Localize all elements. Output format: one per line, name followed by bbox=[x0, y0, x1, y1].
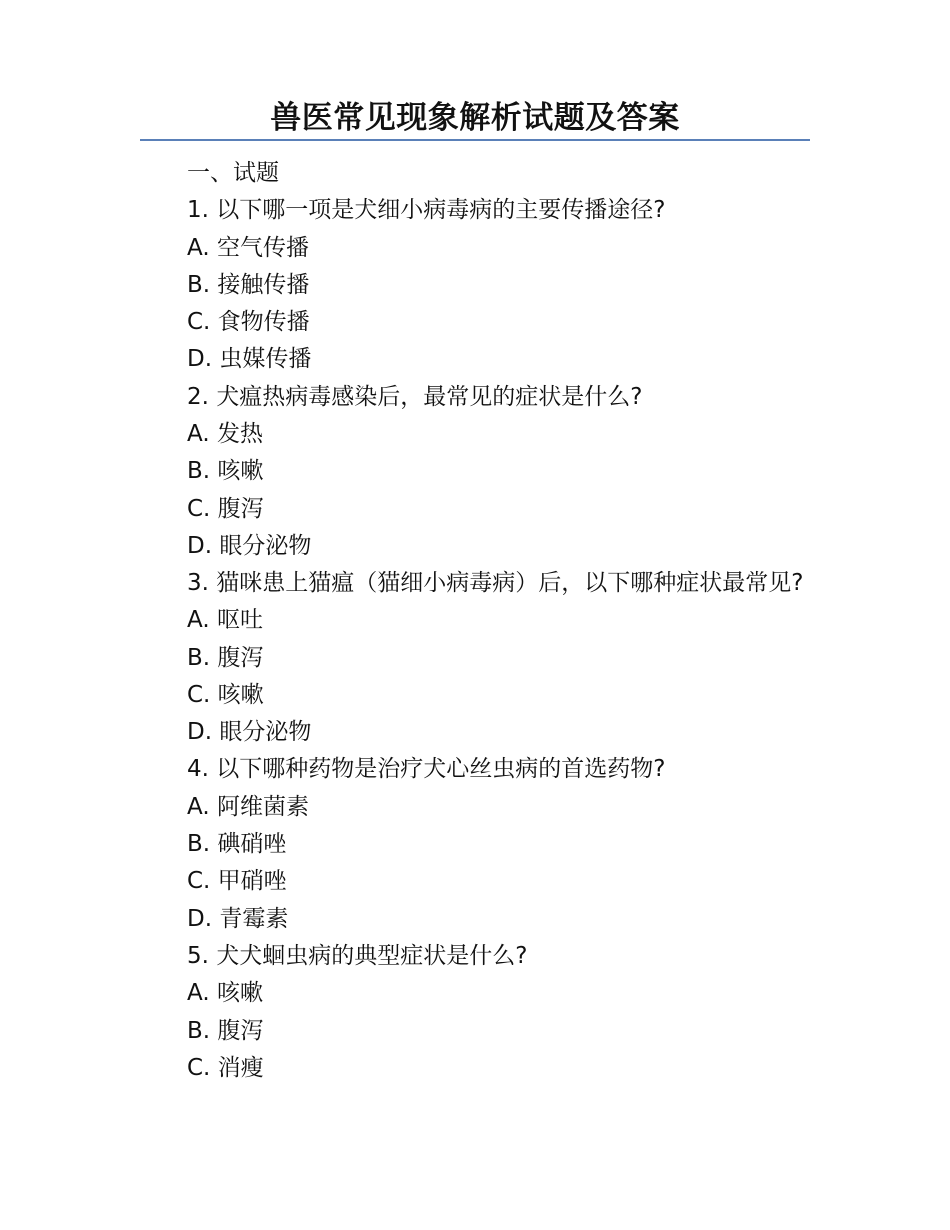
title-underline bbox=[140, 139, 810, 141]
document-body bbox=[140, 155, 812, 1087]
option-line: C. 消瘦 bbox=[187, 1054, 264, 1081]
option-line: D. 眼分泌物 bbox=[187, 532, 312, 559]
option-line: C. 甲硝唑 bbox=[187, 868, 287, 895]
option-line: B. 碘硝唑 bbox=[187, 831, 287, 858]
option-line: B. 咳嗽 bbox=[187, 458, 264, 485]
question-5: 5. 犬犬蛔虫病的典型症状是什么? bbox=[187, 942, 528, 969]
option-line: A. 呕吐 bbox=[187, 607, 263, 634]
question-3: 3. 猫咪患上猫瘟（猫细小病毒病）后，以下哪种症状最常见? bbox=[187, 570, 804, 597]
option-line: C. 咳嗽 bbox=[187, 681, 264, 708]
option-line: A. 发热 bbox=[187, 421, 263, 448]
document-title: 兽医常见现象解析试题及答案 bbox=[270, 100, 680, 136]
option-line: B. 腹泻 bbox=[187, 1017, 264, 1044]
option-line: B. 腹泻 bbox=[187, 644, 264, 671]
option-line: A. 咳嗽 bbox=[187, 980, 263, 1007]
option-line: D. 虫媒传播 bbox=[187, 346, 312, 373]
option-line: C. 腹泻 bbox=[187, 495, 264, 522]
option-line: A. 阿维菌素 bbox=[187, 793, 309, 820]
question-2: 2. 犬瘟热病毒感染后，最常见的症状是什么? bbox=[187, 383, 643, 410]
option-line: B. 接触传播 bbox=[187, 271, 310, 298]
question-4: 4. 以下哪种药物是治疗犬心丝虫病的首选药物? bbox=[187, 756, 666, 783]
option-line: D. 眼分泌物 bbox=[187, 719, 312, 746]
option-line: C. 食物传播 bbox=[187, 309, 310, 336]
section-heading: 一、试题 bbox=[187, 160, 279, 186]
option-line: D. 青霉素 bbox=[187, 905, 289, 932]
option-line: A. 空气传播 bbox=[187, 234, 309, 261]
question-1: 1. 以下哪一项是犬细小病毒病的主要传播途径? bbox=[187, 197, 666, 224]
